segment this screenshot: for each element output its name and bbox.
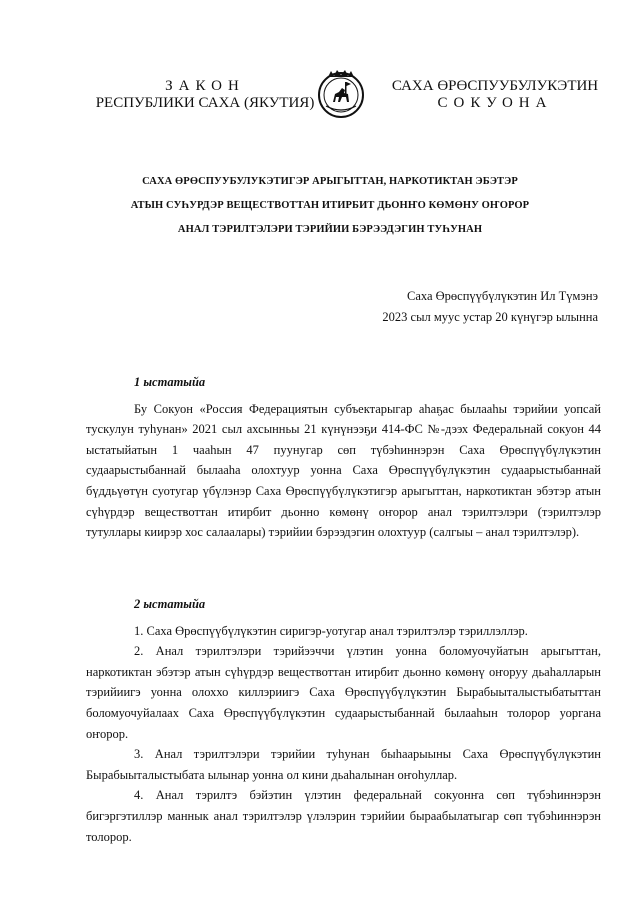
law-title: [60, 170, 600, 242]
article-2-paragraph-2: 2. Анал тэрилтэлэри тэрийээччи үлэтин уонна боломуочуйатын арыгыттан, наркотиктан эбэтэр атын сүһүрдэр веществоттан итирбит дьонно көмөнү оҥоруу дьаһалларын тэрийиигэ уонна олоххо киллэриигэ Саха Өрөспүүбүлүкэтин Бырабыыталыстыбатыттан боломуочуйалаах Саха Өрөспүүбүлүкэтин судаарыстыбаннай былааһын толорор уоргана оҥорор.: [86, 644, 601, 741]
header-right-line2: СОКУОНА: [437, 95, 553, 111]
article-1: [86, 372, 601, 543]
article-2-paragraph-4: 4. Анал тэрилтэ бэйэтин үлэтин федеральнай сокуонҥа сөп түбэһиннэрэн бигэргэтиллэр маннык анал тэрилтэлэр үлэлэрин тэрийии быраабылатыгар сөп түбэһиннэрэн толорор.: [86, 788, 601, 844]
article-2-paragraph-3: 3. Анал тэрилтэлэри тэрийии туһунан быһаарыыны Саха Өрөспүүбүлүкэтин Бырабыыталыстыбата ылынар уонна ол кини дьаһалынан оҥоһуллар.: [86, 747, 601, 782]
law-title-line1: САХА ӨРӨСПУУБУЛУКЭТИГЭР АРЫГЫТТАН, НАРКОТИКТАН ЭБЭТЭР: [142, 176, 518, 187]
article-1-heading: 1 ыстатыйа: [134, 375, 206, 389]
article-2: [86, 594, 601, 847]
document-header: [0, 68, 640, 128]
adoption-body: Саха Өрөспүүбүлүкэтин Ил Түмэнэ: [406, 289, 598, 303]
article-2-heading: 2 ыстатыйа: [134, 597, 206, 611]
article-1-text: Бу Сокуон «Россия Федерациятын субъектарыгар аһаҕас былааһы тэрийии уопсай тускулун туһунан» 2021 сыл ахсынньы 21 күнүнээҕи 414-ФС №-дээх Федеральнай сокуон 44 ыстатыйатын 1 чааһын 47 пуунугар сөп түбэһиннэрэн Саха Өрөспүүбүлүкэтин судаарыстыбаннай былааһа олохтуур уонна Саха Өрөспүүбүлүкэтин судаарыстыбаннай бүддьүөтүн суотугар үбүлэнэр Саха Өрөспүүбүлүкэтигэр арыгыттан, наркотиктан эбэтэр атын сүһүрдэр веществоттан итирбит дьонно көмөнү оҥорор анал тэрилтэлэри (тэрилтэлэр тутуллары киирэр хос салаалары) тэрийии бэрээдэгин олохтуур (салгыы – анал тэрилтэлэр).: [86, 401, 601, 540]
header-right-line1: САХА ӨРӨСПУУБУЛУКЭТИН: [391, 78, 599, 94]
header-left-line1: ЗАКОН: [165, 78, 245, 94]
adoption-date: 2023 сыл муус устар 20 күнүгэр ылынна: [382, 310, 598, 324]
header-left-block: [70, 78, 340, 112]
law-title-line2: АТЫН СУҺУРДЭР ВЕЩЕСТВОТТАН ИТИРБИТ ДЬОНҤО КӨМӨНУ ОҤОРОР: [130, 200, 530, 211]
law-title-line3: АНАЛ ТЭРИЛТЭЛЭРИ ТЭРИЙИИ БЭРЭЭДЭГИН ТУҺУНАН: [177, 224, 483, 235]
header-right-block: [370, 78, 620, 112]
header-left-line2: РЕСПУБЛИКИ САХА (ЯКУТИЯ): [95, 95, 315, 111]
coat-of-arms-icon: [316, 68, 366, 120]
article-2-paragraph-1: 1. Саха Өрөспүүбүлүкэтин сиригэр-уотугар анал тэрилтэлэр тэриллэллэр.: [134, 623, 528, 638]
adoption-note: [298, 286, 598, 328]
